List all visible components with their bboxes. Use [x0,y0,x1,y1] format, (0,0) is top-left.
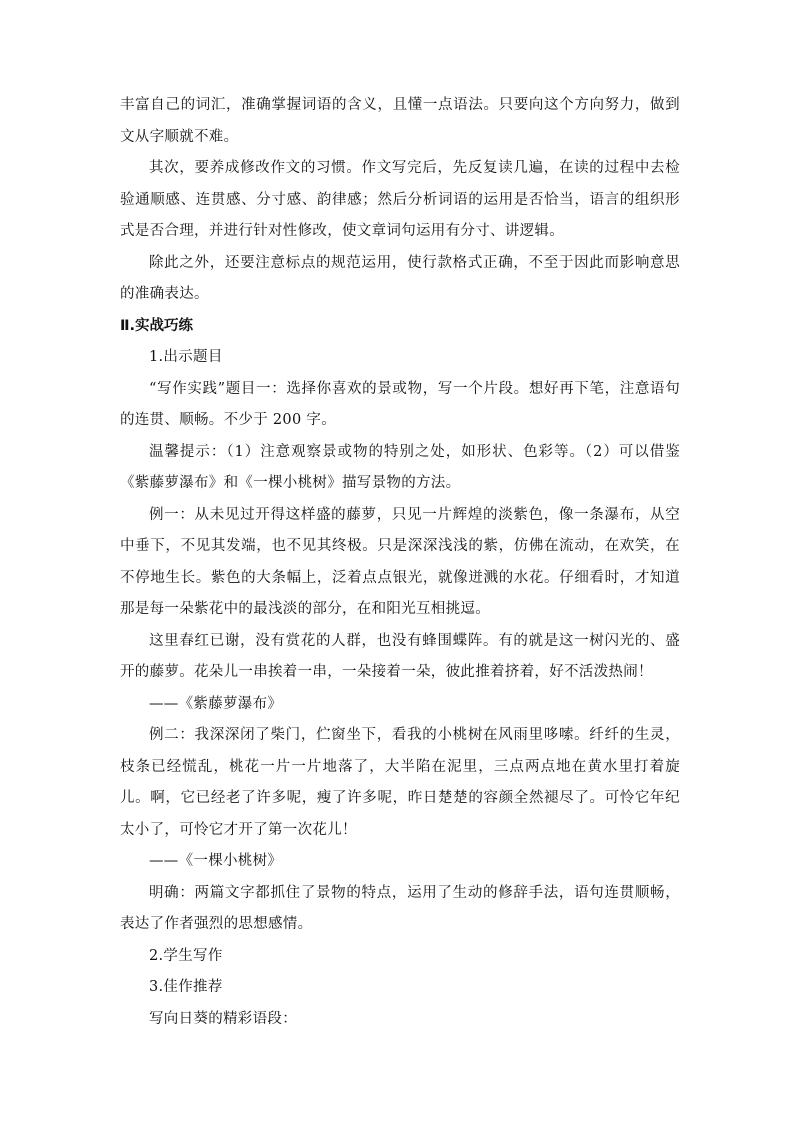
document-body [120,90,680,1035]
paragraph-example-one: 例一：从未见过开得这样盛的藤萝，只见一片辉煌的淡紫色，像一条瀑布，从空中垂下，不见其发端，也不见其终极。只是深深浅浅的紫，仿佛在流动，在欢笑，在不停地生长。紫色的大条幅上，泛着点点银光，就像迸溅的水花。仔细看时，才知道那是每一朵紫花中的最浅淡的部分，在和阳光互相挑逗。 [120,506,680,617]
paragraph-clarification: 明确：两篇文字都抓住了景物的特点，运用了生动的修辞手法，语句连贯顺畅，表达了作者强烈的思想感情。 [120,884,680,932]
step-show-topic: 1.出示题目 [149,349,223,365]
paragraph-sunflower-intro: 写向日葵的精彩语段： [149,1010,297,1027]
paragraph-punctuation: 除此之外，还要注意标点的规范运用，使行款格式正确，不至于因此而影响意思的准确表达。 [120,254,680,302]
section-heading: Ⅱ.实战巧练 [120,317,194,334]
paragraph-example-two: 例二：我深深闭了柴门，伫窗坐下，看我的小桃树在风雨里哆嗦。纤纤的生灵，枝条已经慌乱，桃花一片一片地落了，大半陷在泥里，三点两点地在黄水里打着旋儿。啊，它已经老了许多呢，瘦了许多呢，昨日楚楚的容颜全然褪尽了。可怜它年纪太小了，可怜它才开了第一次花儿！ [120,727,680,838]
paragraph-vocabulary: 丰富自己的词汇，准确掌握词语的含义，且懂一点语法。只要向这个方向努力，做到文从字顺就不难。 [120,97,680,145]
step-student-writing: 2.学生写作 [149,947,223,964]
paragraph-writing-task: “写作实践”题目一：选择你喜欢的景或物，写一个片段。想好再下笔，注意语句的连贯、顺畅。不少于 200 字。 [120,380,680,428]
paragraph-tip: 温馨提示：（1）注意观察景或物的特别之处，如形状、色彩等。（2）可以借鉴《紫藤萝瀑布》和《一棵小桃树》描写景物的方法。 [120,443,680,491]
paragraph-revision-habit: 其次，要养成修改作文的习惯。作文写完后，先反复读几遍，在读的过程中去检验通顺感、连贯感、分寸感、韵律感；然后分析词语的运用是否恰当，语言的组织形式是否合理，并进行针对性修改，使文章词句运用有分寸、讲逻辑。 [120,160,680,239]
source-wisteria: ——《紫藤萝瀑布》 [149,695,283,712]
source-peach-tree: ——《一棵小桃树》 [149,853,283,869]
step-recommend-work: 3.佳作推荐 [149,979,223,995]
paragraph-example-one-continued: 这里春红已谢，没有赏花的人群，也没有蜂围蝶阵。有的就是这一树闪光的、盛开的藤萝。花朵儿一串挨着一串，一朵接着一朵，彼此推着挤着，好不活泼热闹！ [120,632,680,680]
